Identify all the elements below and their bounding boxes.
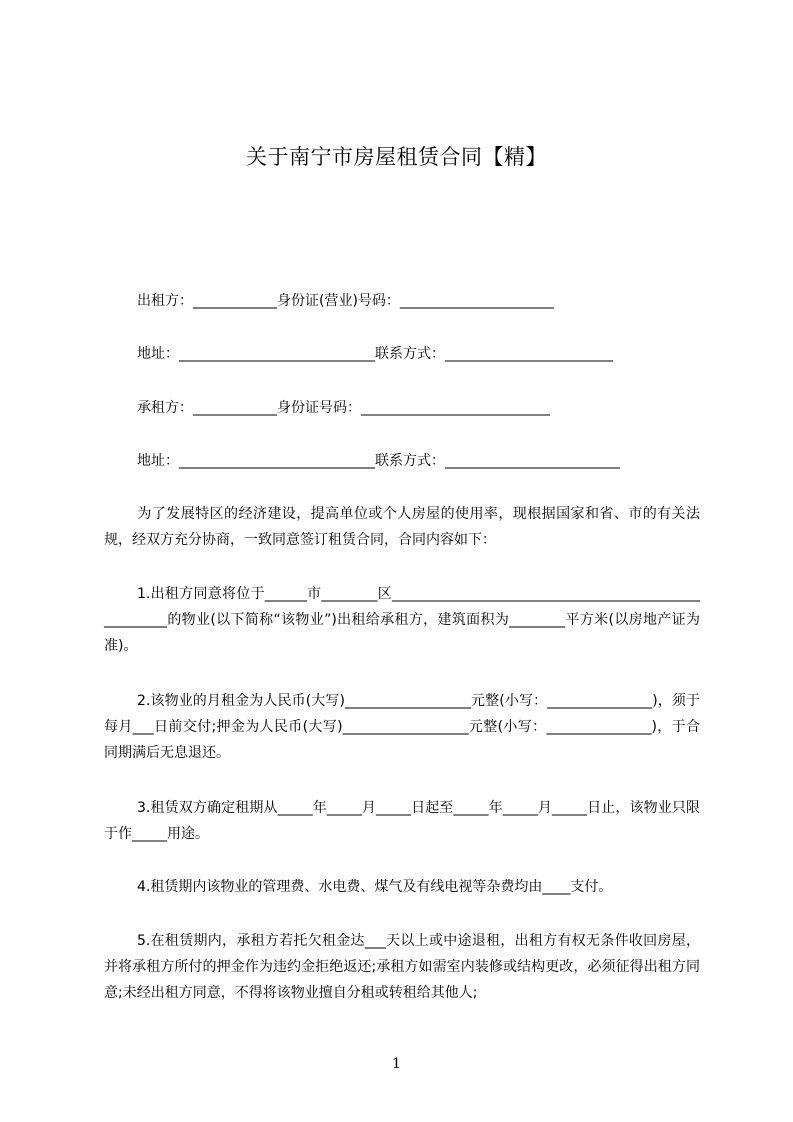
- lessor-address-line: 地址：____________________________联系方式：________________________: [137, 346, 613, 362]
- document-title: 关于南宁市房屋租赁合同【精】: [246, 145, 547, 169]
- preamble-text: 为了发展特区的经济建设，提高单位或个人房屋的使用率，现根据国家和省、市的有关法规，经双方充分协商，一致同意签订租赁合同，合同内容如下：: [104, 506, 700, 548]
- clause-5-paragraph: [104, 928, 700, 1006]
- lessee-address-line: 地址：____________________________联系方式：_________________________: [137, 453, 620, 469]
- clause-3-text: 3.租赁双方确定租期从_____年_____月_____日起至_____年_____月_____日止，该物业只限于作_____用途。: [104, 800, 700, 842]
- clause-1-text: 1.出租方同意将位于______市________区_____________________________________________________的物业(以下简称“该物业”)出租给承租方，建筑面积为________平方米(以房地产证为准)。: [104, 586, 700, 654]
- lessee-info-line: 承租方：____________身份证号码：___________________________: [137, 400, 550, 416]
- clause-2-paragraph: [104, 688, 700, 766]
- clause-4-paragraph: [104, 874, 700, 900]
- lessor-info-line: 出租方：____________身份证(营业)号码：______________________: [137, 293, 554, 309]
- clause-2-text: 2.该物业的月租金为人民币(大写)__________________元整(小写：_______________)，须于每月___日前交付;押金为人民币(大写)__________________元整(小写：_______________)，于合同期满后无息退还。: [104, 693, 700, 761]
- clause-1-paragraph: [104, 581, 700, 659]
- clause-5-text: 5.在租赁期内，承租方若托欠租金达___天以上或中途退租，出租方有权无条件收回房屋，并将承租方所付的押金作为违约金拒绝返还;承租方如需室内装修或结构更改，必须征得出租方同意;未经出租方同意，不得将该物业擅自分租或转租给其他人;: [104, 933, 700, 1001]
- preamble-paragraph: [104, 501, 700, 553]
- page-number: 1: [392, 1056, 401, 1072]
- clause-3-paragraph: [104, 795, 700, 847]
- clause-4-text: 4.租赁期内该物业的管理费、水电费、煤气及有线电视等杂费均由____支付。: [137, 879, 613, 895]
